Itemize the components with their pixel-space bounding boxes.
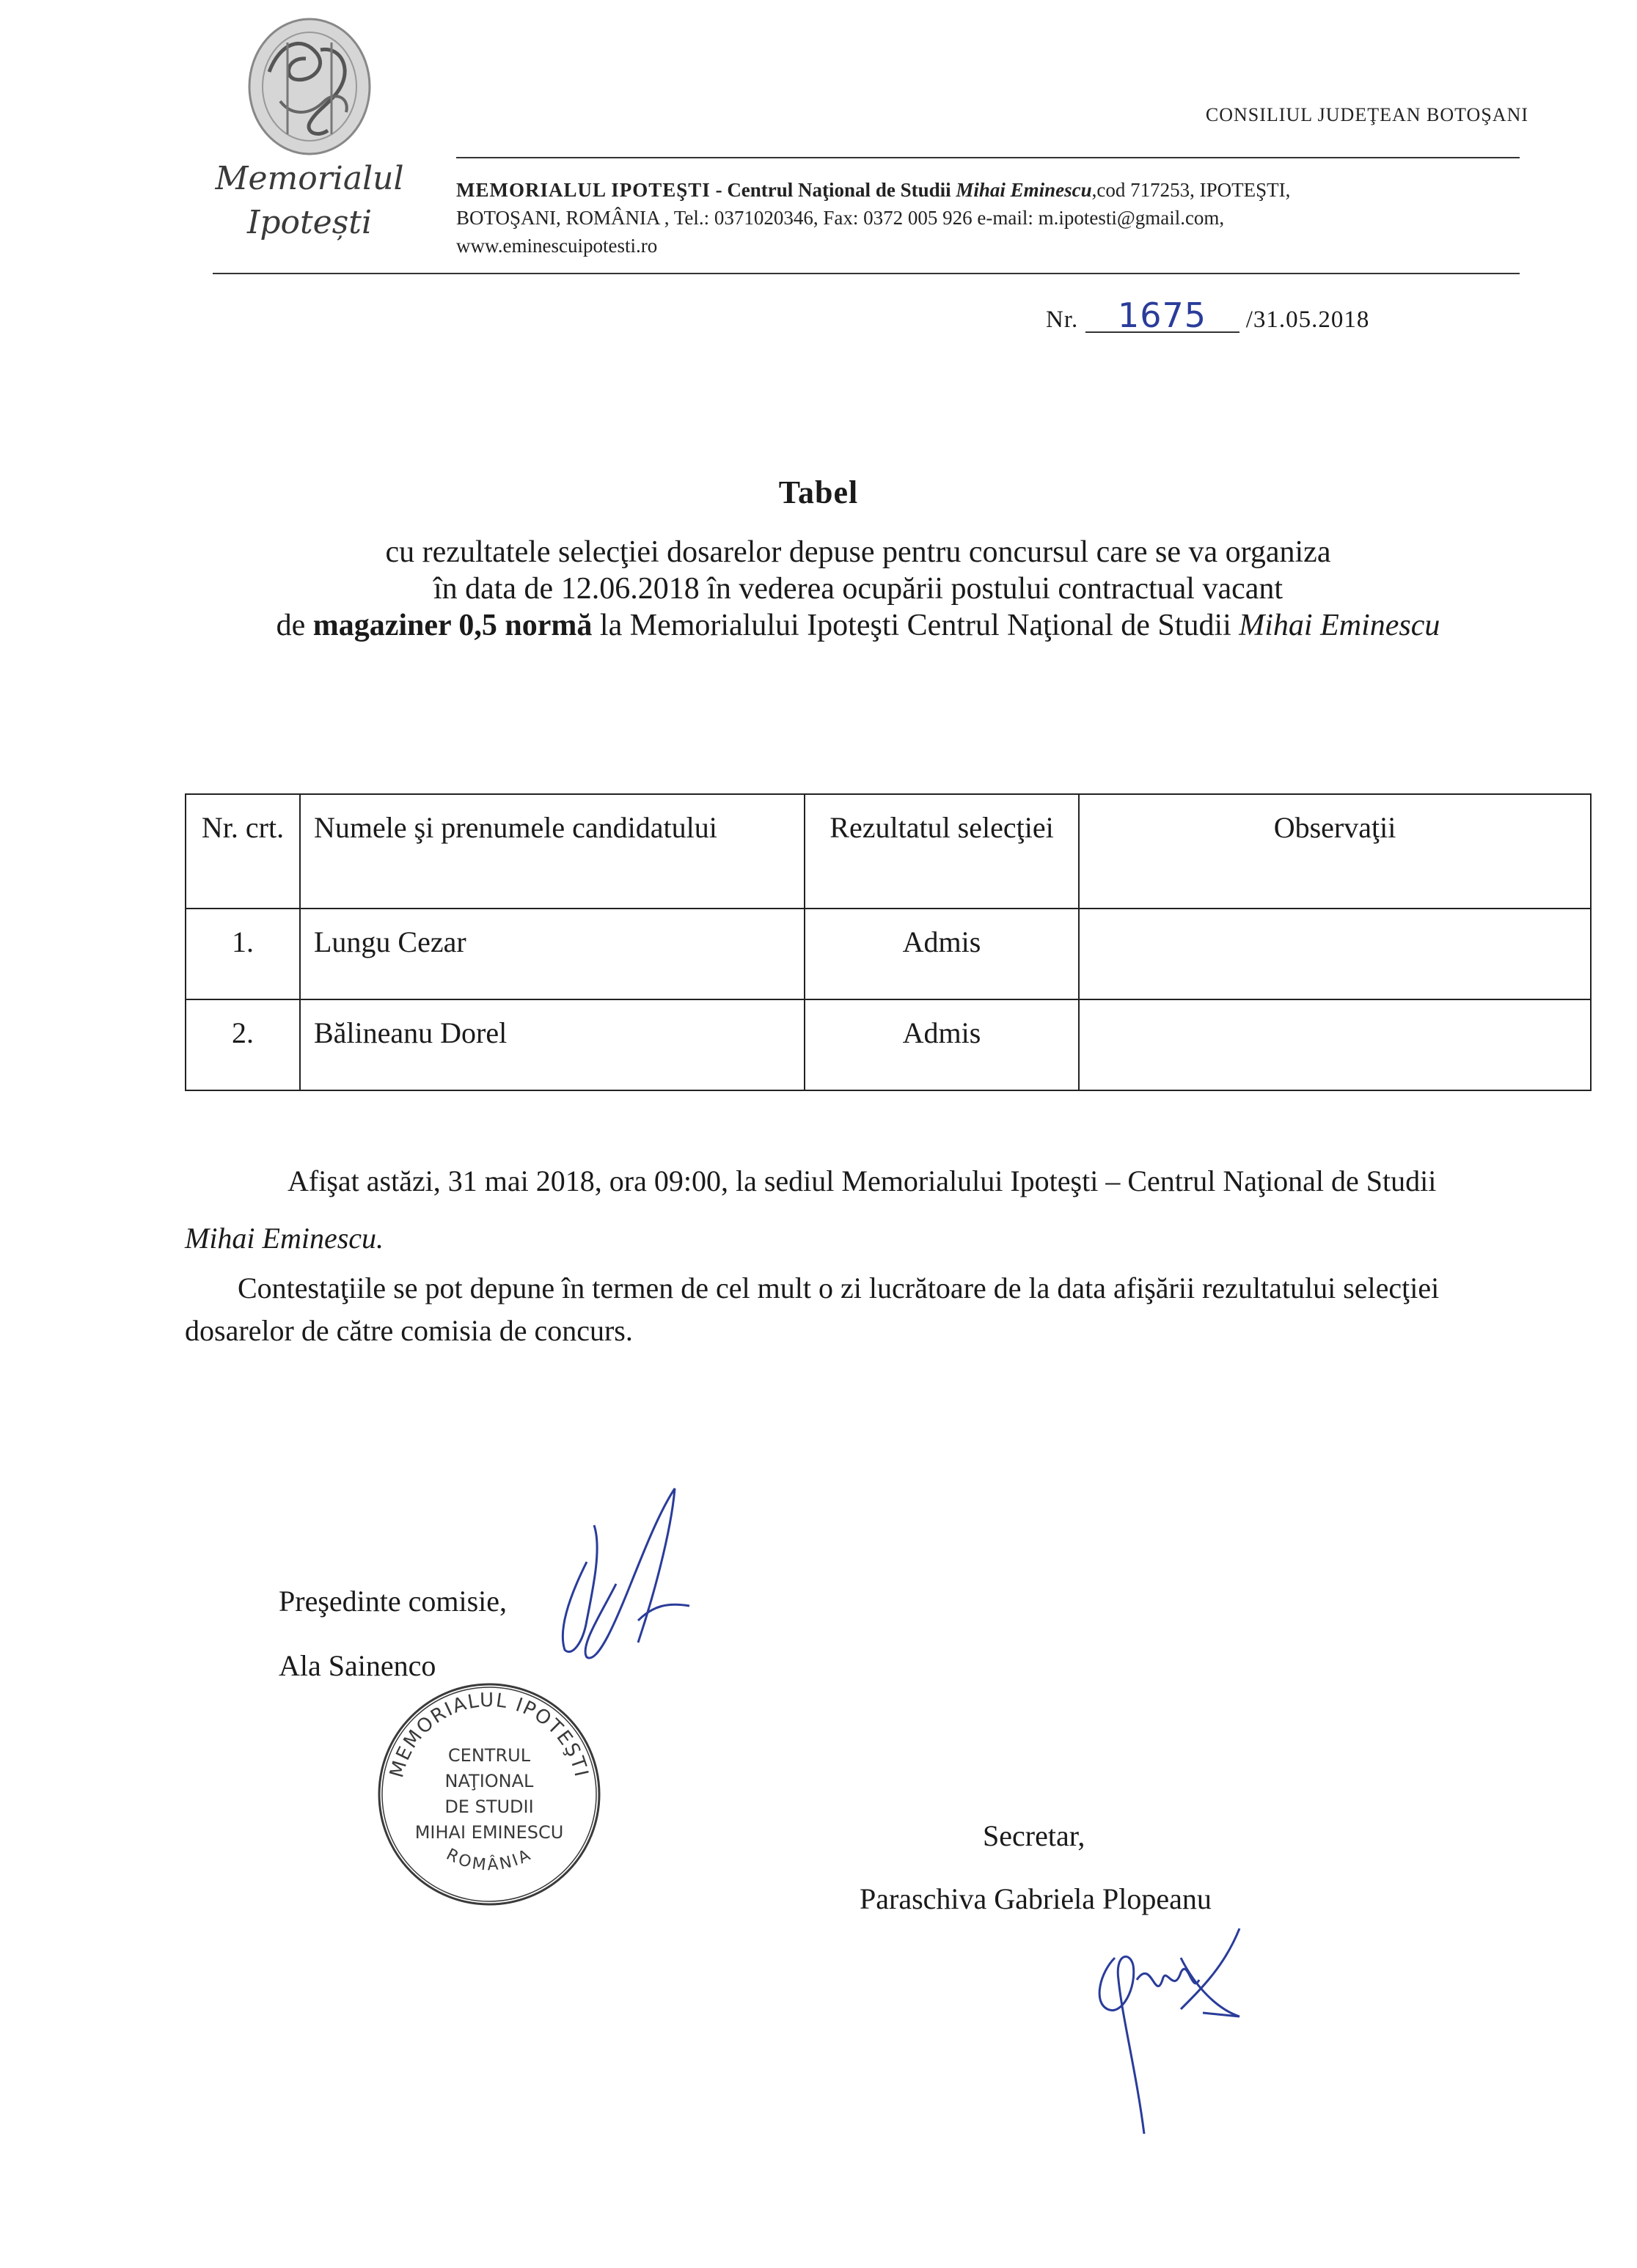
svg-text:MIHAI EMINESCU: MIHAI EMINESCU xyxy=(414,1822,564,1843)
svg-text:CENTRUL: CENTRUL xyxy=(447,1745,531,1766)
row-name: Bălineanu Dorel xyxy=(300,999,805,1090)
secretary-signature xyxy=(1071,1914,1254,2156)
table-row xyxy=(186,999,1591,1090)
subtitle-line-3b: la Memorialului Ipoteşti Centrul Naţional de Studii xyxy=(592,609,1239,642)
subtitle-position: magaziner 0,5 normă xyxy=(312,609,593,642)
secretary-role: Secretar, xyxy=(983,1819,1085,1852)
official-stamp xyxy=(368,1673,610,1915)
row-nr: 1. xyxy=(186,909,300,999)
address-line-2: BOTOŞANI, ROMÂNIA , Tel.: 0371020346, Fax: 0372 005 926 e-mail: m.ipotesti@gmail.com, xyxy=(456,207,1225,229)
president-signature xyxy=(543,1474,704,1672)
president-role: Preşedinte comisie, xyxy=(279,1585,508,1618)
appeal-notice: Contestaţiile se pot depune în termen de cel mult o zi lucrătoare de la data afişării rezultatului selecţiei dosarelor de către comisia de concurs. xyxy=(185,1271,1440,1347)
svg-text:NAŢIONAL: NAŢIONAL xyxy=(444,1771,534,1791)
row-nr: 2. xyxy=(186,999,300,1090)
subtitle-line-2: în data de 12.06.2018 în vederea ocupării postului contractual vacant xyxy=(433,572,1283,606)
institution-name: MEMORIALUL IPOTEŞTI xyxy=(456,179,711,201)
reg-date: /31.05.2018 xyxy=(1245,307,1370,333)
row-result: Admis xyxy=(805,909,1079,999)
subtitle-line-1: cu rezultatele selecţiei dosarelor depuse pentru concursul care se va organiza xyxy=(385,535,1331,569)
svg-text:Memorialul: Memorialul xyxy=(215,160,404,197)
reg-prefix: Nr. xyxy=(1046,307,1079,333)
results-table xyxy=(185,793,1592,1091)
header-result: Rezultatul selecţiei xyxy=(805,794,1079,909)
table-header-row xyxy=(186,794,1591,909)
row-notes xyxy=(1079,909,1591,999)
header-rule-bottom xyxy=(213,273,1520,274)
registration-number xyxy=(1046,296,1370,335)
svg-text:Ipotești: Ipotești xyxy=(246,204,373,241)
county-council-label: CONSILIUL JUDEŢEAN BOTOŞANI xyxy=(1205,104,1528,125)
svg-text:MEMORIALUL IPOTEŞTI: MEMORIALUL IPOTEŞTI xyxy=(386,1689,593,1780)
president-name: Ala Sainenco xyxy=(279,1649,436,1682)
center-name-italic: Mihai Eminescu xyxy=(956,179,1092,201)
reg-number-handwritten: 1675 xyxy=(1085,299,1239,333)
center-name: Centrul Naţional de Studii xyxy=(727,179,951,201)
row-notes xyxy=(1079,999,1591,1090)
posted-italic: Mihai Eminescu. xyxy=(185,1222,384,1255)
svg-text:DE STUDII: DE STUDII xyxy=(444,1797,534,1817)
institution-contact-block: MEMORIALUL IPOTEŞTI - Centrul Naţional de Studii Mihai Eminescu,cod 717253, IPOTEŞTI, BOTOŞANI, ROMÂNIA , Tel.: 0371020346, Fax: 0372 005 926 e-mail: m.ipotesti@gmail.com, www.eminescuipotesti.ro xyxy=(456,179,1291,257)
header-nr: Nr. crt. xyxy=(186,794,300,909)
document-subtitle xyxy=(220,534,1496,644)
header-rule-top xyxy=(456,157,1520,158)
header-name: Numele şi prenumele candidatului xyxy=(300,794,805,909)
memorial-logo xyxy=(199,13,420,263)
address-line: ,cod 717253, IPOTEŞTI, xyxy=(1091,179,1291,201)
row-result: Admis xyxy=(805,999,1079,1090)
header-notes: Observaţii xyxy=(1079,794,1591,909)
posted-text: Afişat astăzi, 31 mai 2018, ora 09:00, la sediul Memorialului Ipoteşti – Centrul Naţional de Studii xyxy=(288,1164,1437,1197)
document-title: Tabel xyxy=(778,474,859,510)
website: www.eminescuipotesti.ro xyxy=(456,235,658,257)
posted-notice xyxy=(185,1153,1505,1267)
table-row xyxy=(186,909,1591,999)
svg-text:ROMÂNIA: ROMÂNIA xyxy=(443,1845,535,1875)
subtitle-italic: Mihai Eminescu xyxy=(1239,609,1440,642)
row-name: Lungu Cezar xyxy=(300,909,805,999)
subtitle-line-3a: de xyxy=(276,609,313,642)
secretary-name: Paraschiva Gabriela Plopeanu xyxy=(860,1882,1212,1915)
